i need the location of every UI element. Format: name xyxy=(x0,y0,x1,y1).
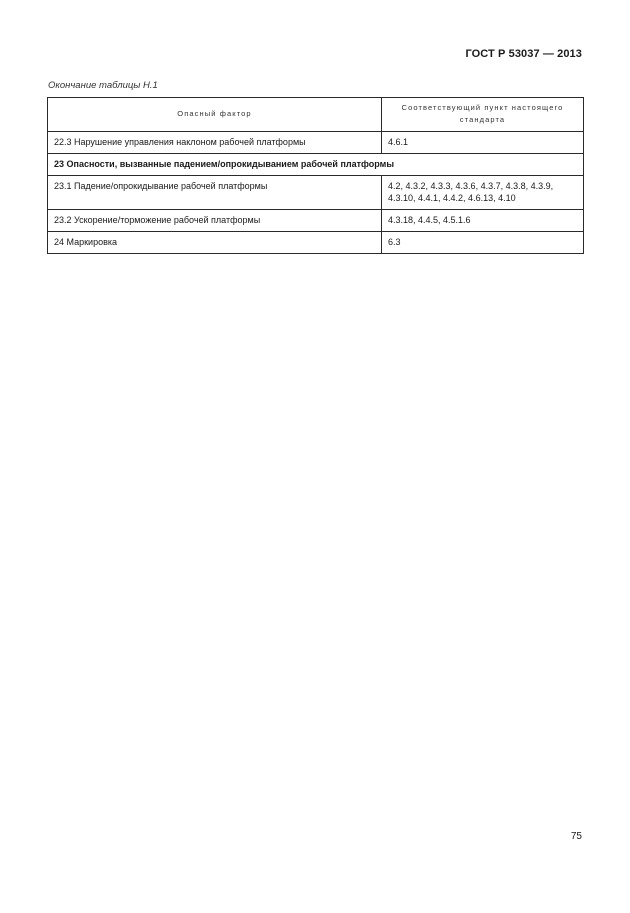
table-row xyxy=(48,176,584,210)
table-caption: Окончание таблицы Н.1 xyxy=(48,80,158,91)
hazard-cell: 23.1 Падение/опрокидывание рабочей платформы xyxy=(48,176,382,210)
hazards-table xyxy=(47,97,584,254)
clause-cell: 4.6.1 xyxy=(382,132,584,154)
clause-cell: 4.2, 4.3.2, 4.3.3, 4.3.6, 4.3.7, 4.3.8, 4.3.9, 4.3.10, 4.4.1, 4.4.2, 4.6.13, 4.10 xyxy=(382,176,584,210)
table-row xyxy=(48,232,584,254)
table-row xyxy=(48,210,584,232)
column-header-hazard: Опасный фактор xyxy=(48,98,382,132)
section-row xyxy=(48,154,584,176)
section-heading: 23 Опасности, вызванные падением/опрокидыванием рабочей платформы xyxy=(48,154,584,176)
document-header: ГОСТ Р 53037 — 2013 xyxy=(465,48,582,60)
column-header-clause: Соответствующий пункт настоящего стандарта xyxy=(382,98,584,132)
hazard-cell: 22.3 Нарушение управления наклоном рабочей платформы xyxy=(48,132,382,154)
clause-cell: 4.3.18, 4.4.5, 4.5.1.6 xyxy=(382,210,584,232)
hazard-cell: 23.2 Ускорение/торможение рабочей платформы xyxy=(48,210,382,232)
table-header-row xyxy=(48,98,584,132)
page-number: 75 xyxy=(570,831,582,842)
table-row xyxy=(48,132,584,154)
hazard-cell: 24 Маркировка xyxy=(48,232,382,254)
clause-cell: 6.3 xyxy=(382,232,584,254)
